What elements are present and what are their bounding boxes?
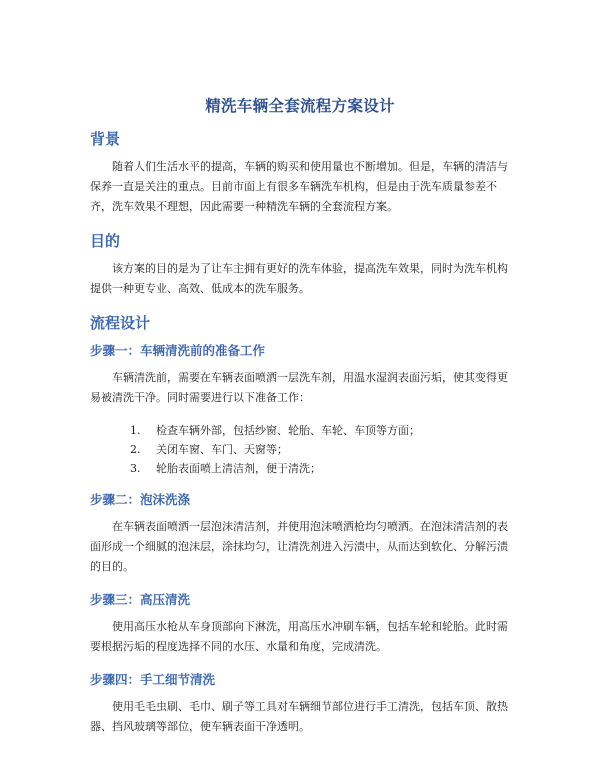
- purpose-paragraph: 该方案的目的是为了让车主拥有更好的洗车体验，提高洗车效果，同时为洗车机构提供一种更专业、高效、低成本的洗车服务。: [90, 262, 508, 295]
- prep-checklist: [90, 421, 510, 478]
- step-4-heading: 步骤四：手工细节清洗: [90, 672, 216, 687]
- step-1-paragraph: 车辆清洗前，需要在车辆表面喷洒一层洗车剂，用温水湿润表面污垢，使其变得更易被清洗干净。同时需要进行以下准备工作：: [90, 371, 508, 404]
- section-heading-process: 流程设计: [90, 314, 151, 332]
- step-3-heading: 步骤三：高压清洗: [90, 592, 191, 607]
- list-item-number: 2.: [130, 443, 141, 456]
- list-item-number: 3.: [130, 462, 141, 475]
- section-heading-purpose: 目的: [90, 232, 121, 250]
- step-2-heading: 步骤二：泡沫洗涤: [90, 492, 191, 507]
- step-2-paragraph: 在车辆表面喷洒一层泡沫清洁剂，并使用泡沫喷洒枪均匀喷洒。在泡沫清洁剂的表面形成一个细腻的泡沫层，涂抹均匀，让清洗剂进入污渍中，从而达到软化、分解污渍的目的。: [90, 520, 508, 573]
- list-item: [130, 440, 510, 459]
- list-item-text: 关闭车窗、车门、天窗等；: [156, 443, 288, 456]
- list-item-number: 1.: [130, 424, 141, 437]
- list-item: [130, 421, 510, 440]
- step-4-paragraph: 使用毛毛虫刷、毛巾、刷子等工具对车辆细节部位进行手工清洗，包括车顶、散热器、挡风玻璃等部位，使车辆表面干净透明。: [90, 700, 508, 733]
- background-paragraph: 随着人们生活水平的提高，车辆的购买和使用量也不断增加。但是，车辆的清洁与保养一直是关注的重点。目前市面上有很多车辆洗车机构，但是由于洗车质量参差不齐，洗车效果不理想，因此需要一种精洗车辆的全套流程方案。: [90, 160, 508, 213]
- step-3-paragraph: 使用高压水枪从车身顶部向下淋洗，用高压水冲刷车辆，包括车轮和轮胎。此时需要根据污垢的程度选择不同的水压、水量和角度，完成清洗。: [90, 620, 508, 653]
- document-title: 精洗车辆全套流程方案设计: [205, 97, 395, 115]
- list-item-text: 轮胎表面喷上清洁剂，便于清洗；: [156, 462, 321, 475]
- section-heading-background: 背景: [90, 130, 121, 148]
- list-item: [130, 459, 510, 478]
- list-item-text: 检查车辆外部，包括纱窗、轮胎、车轮、车顶等方面；: [156, 424, 420, 437]
- step-1-heading: 步骤一：车辆清洗前的准备工作: [90, 343, 266, 358]
